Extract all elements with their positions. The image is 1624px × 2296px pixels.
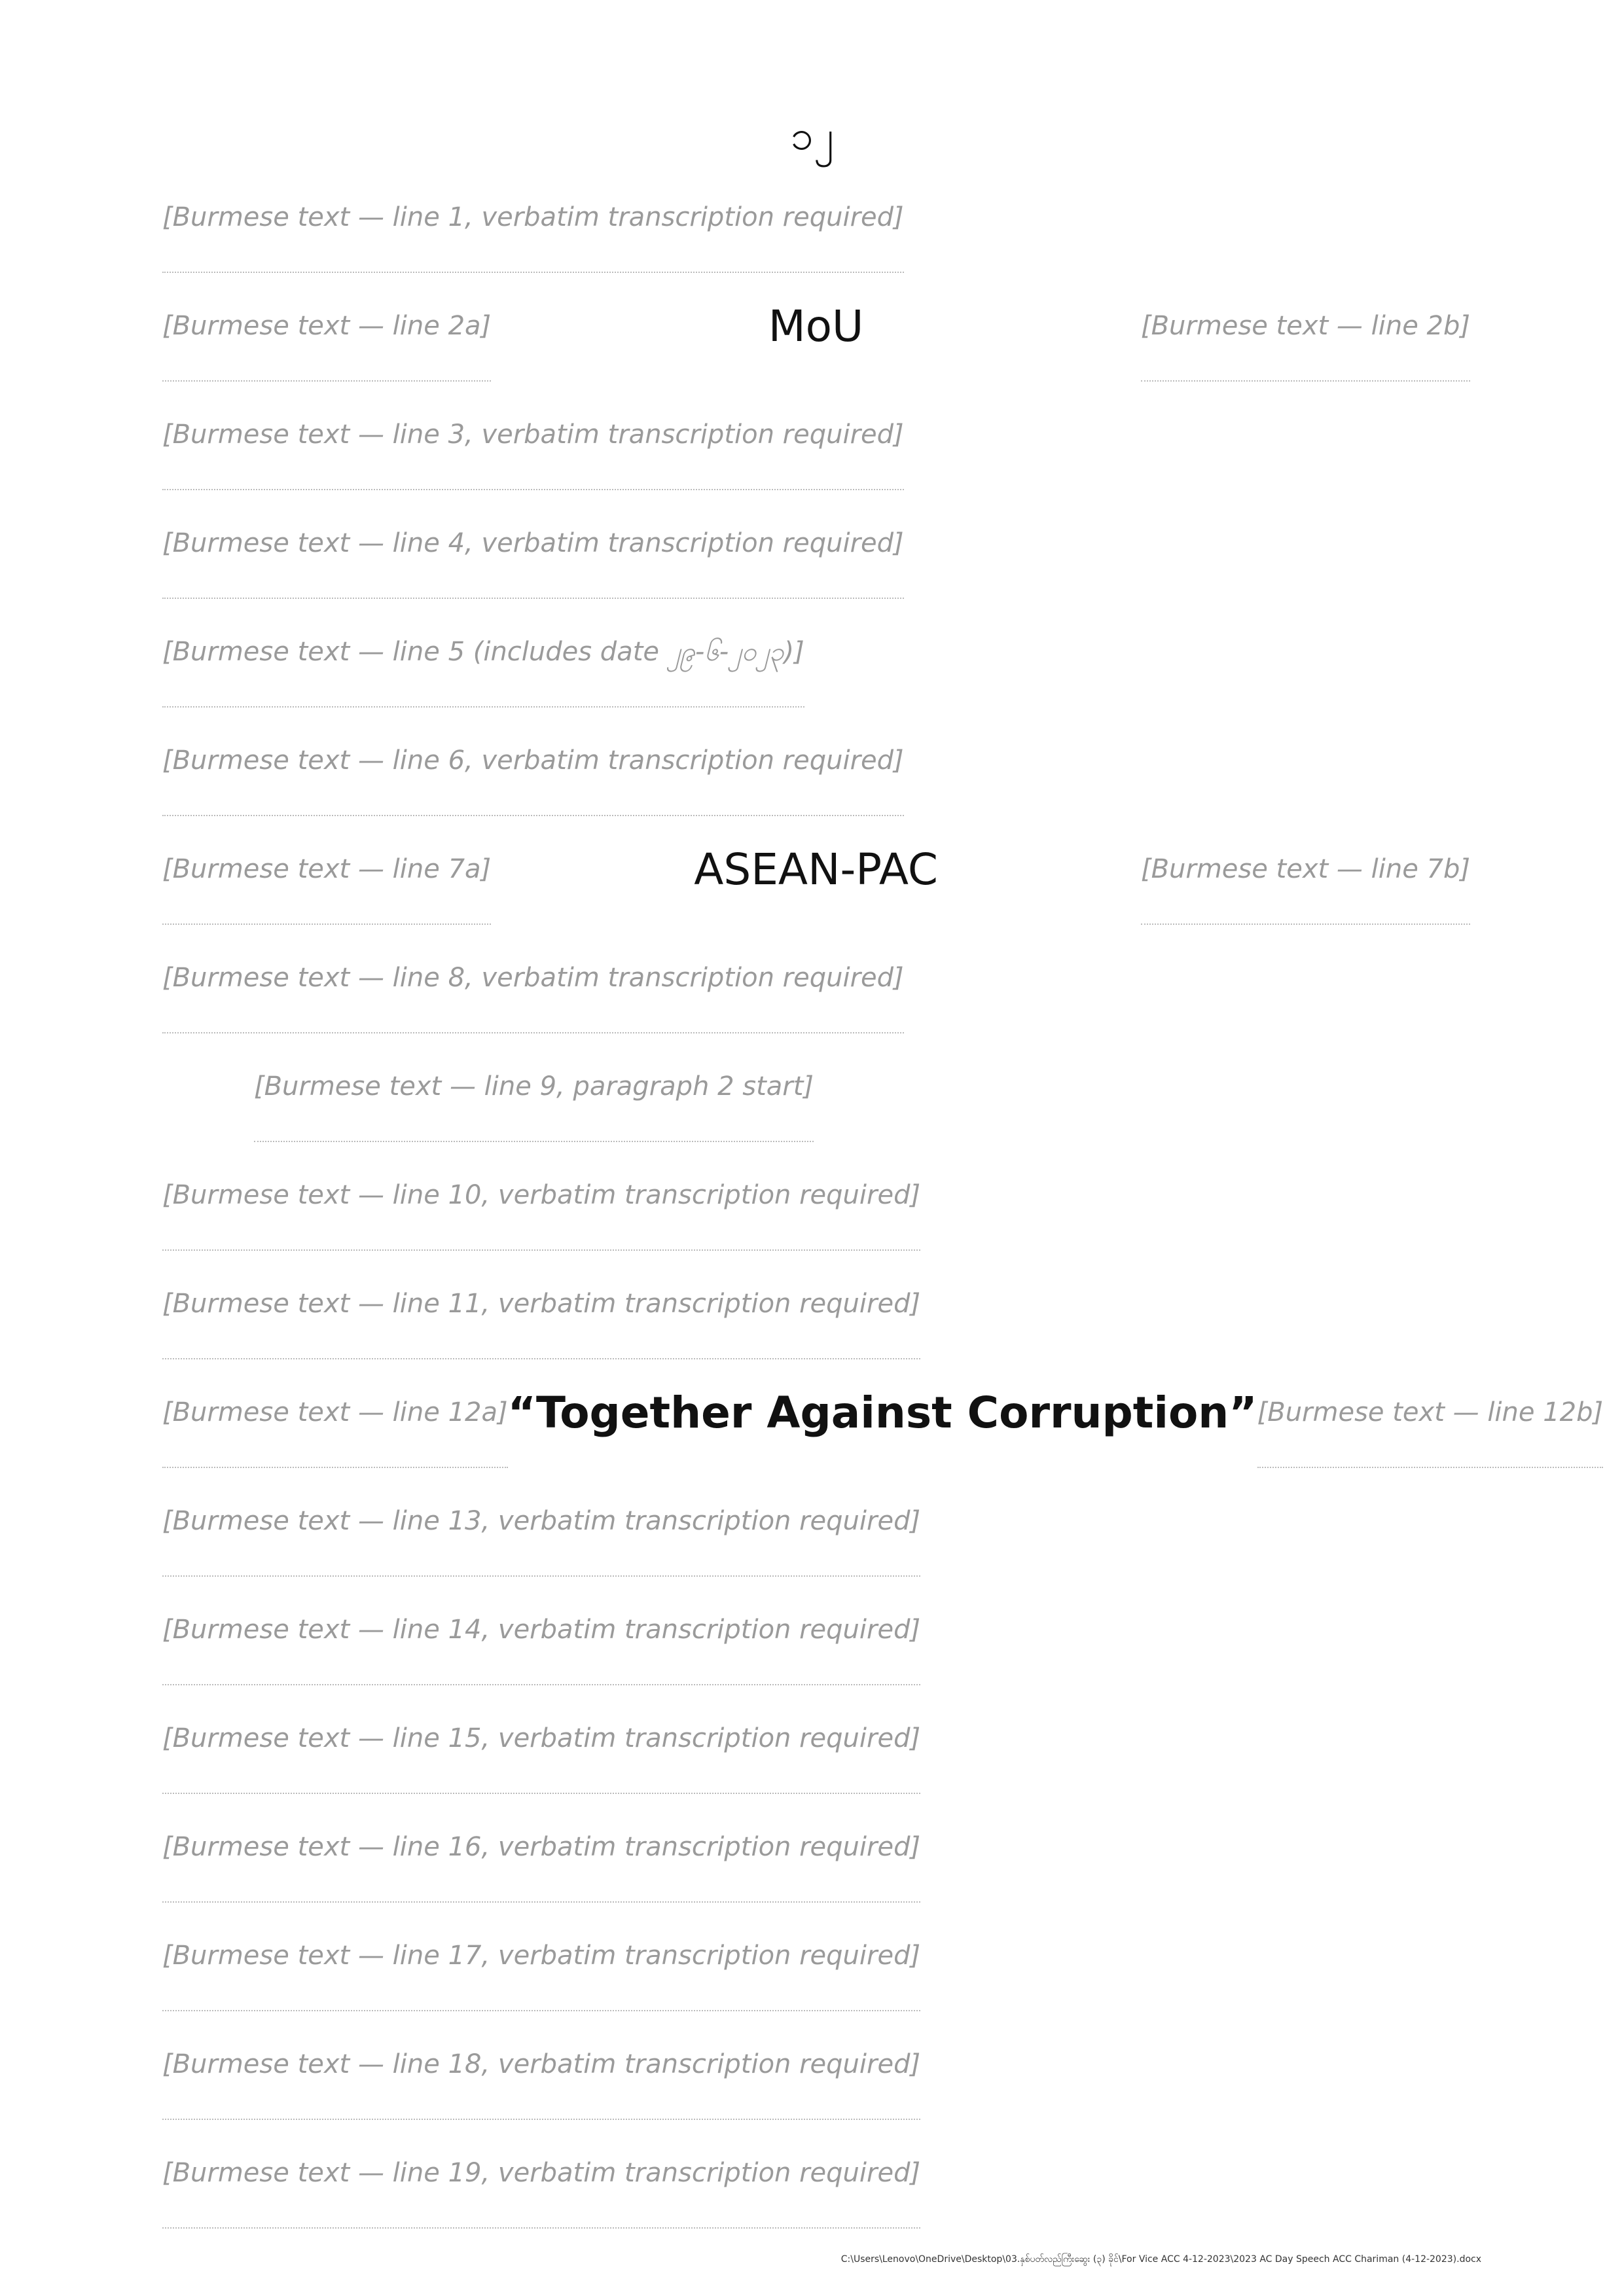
body-line [162, 1359, 1604, 1467]
burmese-text-run: [Burmese text — line 10, verbatim transcription required] [162, 1141, 920, 1251]
burmese-text-run: [Burmese text — line 17, verbatim transcription required] [162, 1901, 920, 2011]
body-line [162, 1467, 1470, 1576]
body-line [162, 1793, 1470, 1902]
burmese-text-run: [Burmese text — line 5 (includes date ၂၉-၆-၂၀၂၃)] [162, 598, 804, 708]
burmese-text-run: [Burmese text — line 7a] [162, 815, 491, 925]
burmese-text-run: [Burmese text — line 19, verbatim transcription required] [162, 2119, 920, 2229]
body-text [162, 164, 1604, 2228]
body-line [162, 2119, 1470, 2228]
body-line [162, 924, 1470, 1033]
burmese-text-run: [Burmese text — line 11, verbatim transcription required] [162, 1249, 920, 1359]
burmese-text-run: [Burmese text — line 2a] [162, 272, 491, 382]
body-line [162, 1250, 1470, 1359]
body-line [162, 2011, 1470, 2119]
latin-text-run: “Together Against Corruption” [507, 1388, 1257, 1438]
body-line [162, 490, 1470, 598]
body-line [162, 1033, 1470, 1141]
footer-file-path: C:\Users\Lenovo\OneDrive\Desktop\03.နှစ်ပတ်လည်ကြီးဆွေး (၃) ခိုင်\For Vice ACC 4-12-2023\2023 AC Day Speech ACC Chariman (4-12-2023).docx [840, 2254, 1481, 2265]
burmese-text-run: [Burmese text — line 15, verbatim transcription required] [162, 1684, 920, 1794]
burmese-text-run: [Burmese text — line 12b] [1257, 1358, 1603, 1468]
burmese-text-run: [Burmese text — line 2b] [1141, 272, 1470, 382]
burmese-text-run: [Burmese text — line 14, verbatim transcription required] [162, 1575, 920, 1685]
body-line [162, 707, 1470, 816]
burmese-text-run: [Burmese text — line 6, verbatim transcription required] [162, 706, 904, 816]
burmese-text-run: [Burmese text — line 13, verbatim transcription required] [162, 1467, 920, 1577]
latin-text-run: MoU [768, 301, 864, 351]
burmese-text-run: [Burmese text — line 16, verbatim transcription required] [162, 1793, 920, 1903]
body-line [162, 272, 1470, 381]
page-number: ၁၂ [790, 111, 834, 159]
body-line [162, 816, 1470, 924]
body-line [162, 1685, 1470, 1793]
burmese-text-run: [Burmese text — line 18, verbatim transcription required] [162, 2010, 920, 2120]
burmese-text-run: [Burmese text — line 4, verbatim transcription required] [162, 489, 904, 599]
burmese-text-run: [Burmese text — line 12a] [162, 1358, 508, 1468]
body-line [162, 1576, 1470, 1685]
body-line [162, 1141, 1470, 1250]
latin-text-run: ASEAN-PAC [694, 844, 938, 895]
burmese-text-run: [Burmese text — line 9, paragraph 2 start] [254, 1032, 814, 1142]
body-line [162, 381, 1470, 490]
body-line [162, 1902, 1470, 2011]
burmese-text-run: [Burmese text — line 3, verbatim transcription required] [162, 380, 904, 490]
burmese-text-run: [Burmese text — line 8, verbatim transcription required] [162, 924, 904, 1033]
burmese-text-run: [Burmese text — line 7b] [1141, 815, 1470, 925]
burmese-text-run: [Burmese text — line 1, verbatim transcription required] [162, 163, 904, 273]
body-line [162, 164, 1470, 272]
body-line [162, 598, 1470, 707]
